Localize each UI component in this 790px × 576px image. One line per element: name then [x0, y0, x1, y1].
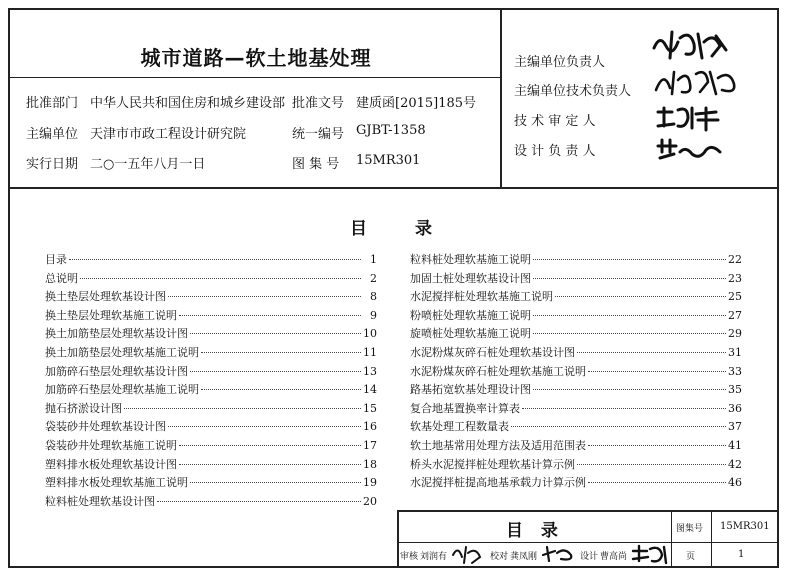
toc-entry[interactable]: [410, 474, 742, 493]
toc-entry[interactable]: [45, 307, 377, 326]
toc-entry-title: 复合地基置换率计算表: [410, 401, 520, 415]
contents-heading-char: 目: [350, 219, 367, 239]
toc-entry-page: 16: [363, 420, 377, 434]
signature-check: [541, 545, 577, 563]
toc-entry-title: 水泥搅拌桩处理软基施工说明: [410, 290, 553, 304]
leader-dots: [69, 259, 361, 260]
signature-tech-lead: [650, 66, 740, 98]
check-label: 校对: [490, 552, 509, 562]
toc-entry[interactable]: [410, 418, 742, 437]
toc-entry[interactable]: [45, 400, 377, 419]
header-divider: [8, 187, 779, 189]
leader-dots: [533, 278, 726, 279]
toc-left-column: [45, 251, 377, 511]
review-label: 审核: [400, 552, 419, 562]
toc-entry-page: 19: [363, 476, 377, 490]
toc-entry[interactable]: [410, 344, 742, 363]
leader-dots: [555, 296, 726, 297]
toc-entry-page: 42: [728, 457, 742, 471]
approval-dept-label: 批准部门: [26, 96, 79, 111]
toc-entry-page: 14: [363, 383, 377, 397]
approval-doc-label: 批准文号: [292, 96, 345, 111]
toc-entry-title: 加筋碎石垫层处理软基设计图: [45, 364, 188, 378]
leader-dots: [190, 371, 361, 372]
toc-entry[interactable]: [45, 363, 377, 382]
toc-entry[interactable]: [410, 456, 742, 475]
toc-entry-title: 换土垫层处理软基施工说明: [45, 308, 177, 322]
toc-entry-page: 35: [728, 383, 742, 397]
leader-dots: [179, 445, 361, 446]
signature-design: [630, 543, 670, 565]
toc-entry-title: 水泥粉煤灰碎石桩处理软基施工说明: [410, 364, 586, 378]
toc-entry[interactable]: [410, 400, 742, 419]
leader-dots: [124, 408, 361, 409]
toc-entry[interactable]: [45, 325, 377, 344]
toc-entry-page: 23: [728, 271, 742, 285]
toc-entry-page: 13: [363, 364, 377, 378]
toc-entry[interactable]: [45, 288, 377, 307]
toc-entry-title: 粉喷桩处理软基施工说明: [410, 308, 531, 322]
approval-dept-value: 中华人民共和国住房和城乡建设部: [90, 96, 286, 111]
toc-entry-page: 29: [728, 327, 742, 341]
toc-entry-title: 水泥粉煤灰碎石桩处理软基设计图: [410, 345, 575, 359]
effective-date-label: 实行日期: [26, 157, 79, 172]
toc-entry-title: 粒料桩处理软基施工说明: [410, 253, 531, 266]
toc-entry-page: 1: [370, 253, 377, 266]
signature-design-lead: [654, 136, 724, 164]
leader-dots: [577, 464, 726, 465]
title-underline: [8, 77, 501, 78]
atlas-no-value: 15MR301: [356, 153, 421, 168]
title-block-left-line: [397, 510, 399, 568]
toc-entry-title: 加筋碎石垫层处理软基施工说明: [45, 383, 199, 397]
effective-date-value: 二○一五年八月一日: [90, 157, 206, 172]
toc-entry[interactable]: [45, 381, 377, 400]
leader-dots: [533, 389, 726, 390]
atlas-no-value-block: 15MR301: [720, 521, 770, 532]
leader-dots: [168, 296, 361, 297]
toc-entry-page: 17: [363, 438, 377, 452]
editor-unit-value: 天津市市政工程设计研究院: [90, 127, 247, 142]
leader-dots: [157, 501, 361, 502]
leader-dots: [179, 464, 361, 465]
toc-entry[interactable]: [45, 437, 377, 456]
header-vertical-divider: [500, 8, 502, 188]
contents-heading-char: 录: [415, 219, 432, 239]
toc-entry-page: 36: [728, 401, 742, 415]
title-block-top-line: [397, 510, 779, 512]
design-name: 曹高尚: [600, 552, 628, 562]
toc-entry-title: 桥头水泥搅拌桩处理软基计算示例: [410, 457, 575, 471]
toc-entry-title: 塑料排水板处理软基施工说明: [45, 476, 188, 490]
leader-dots: [201, 352, 361, 353]
toc-entry[interactable]: [45, 474, 377, 493]
toc-entry-title: 水泥搅拌桩提高地基承载力计算示例: [410, 476, 586, 490]
leader-dots: [588, 482, 726, 483]
toc-entry-page: 10: [363, 327, 377, 341]
review-name: 刘润有: [420, 552, 448, 562]
toc-entry[interactable]: [410, 325, 742, 344]
leader-dots: [511, 426, 726, 427]
signature-review: [450, 543, 486, 565]
approval-doc-value: 建质函[2015]185号: [356, 96, 477, 111]
title-block-divider: [671, 510, 672, 568]
leader-dots: [179, 315, 361, 316]
toc-entry[interactable]: [410, 381, 742, 400]
toc-entry-title: 软土地基常用处理方法及适用范围表: [410, 438, 586, 452]
toc-entry[interactable]: [410, 270, 742, 289]
leader-dots: [190, 482, 361, 483]
page-value: 1: [738, 549, 745, 560]
responsible-role: 主编单位技术负责人: [514, 84, 632, 99]
atlas-no-label: 图 集 号: [292, 157, 340, 172]
toc-entry[interactable]: [45, 270, 377, 289]
leader-dots: [522, 408, 726, 409]
toc-entry[interactable]: [410, 251, 742, 270]
leader-dots: [80, 278, 361, 279]
toc-entry-title: 抛石挤淤设计图: [45, 401, 122, 415]
toc-entry[interactable]: [410, 307, 742, 326]
leader-dots: [577, 352, 726, 353]
toc-entry[interactable]: [45, 456, 377, 475]
toc-entry-title: 路基拓宽软基处理设计图: [410, 383, 531, 397]
toc-entry-title: 袋装砂井处理软基施工说明: [45, 438, 177, 452]
title-block-name: 目 录: [506, 521, 564, 541]
leader-dots: [201, 389, 361, 390]
toc-entry-page: 18: [363, 457, 377, 471]
toc-entry[interactable]: [410, 363, 742, 382]
toc-entry-page: 20: [363, 494, 377, 508]
toc-entry-page: 9: [370, 308, 377, 322]
leader-dots: [168, 426, 361, 427]
toc-right-column: [410, 251, 742, 493]
toc-entry-title: 换土垫层处理软基设计图: [45, 290, 166, 304]
toc-entry-page: 33: [728, 364, 742, 378]
toc-entry-title: 换土加筋垫层处理软基施工说明: [45, 345, 199, 359]
contents-heading: [350, 214, 480, 239]
toc-entry-page: 22: [728, 253, 742, 266]
editor-unit-label: 主编单位: [26, 127, 79, 142]
toc-entry-page: 41: [728, 438, 742, 452]
leader-dots: [533, 259, 726, 260]
toc-entry-page: 25: [728, 290, 742, 304]
design-label: 设计: [580, 552, 599, 562]
toc-entry-title: 塑料排水板处理软基设计图: [45, 457, 177, 471]
leader-dots: [533, 315, 726, 316]
toc-entry-page: 15: [363, 401, 377, 415]
signature-technical-reviewer: [654, 104, 724, 132]
toc-entry-page: 46: [728, 476, 742, 490]
leader-dots: [190, 333, 361, 334]
toc-entry[interactable]: [410, 288, 742, 307]
toc-entry-title: 加固土桩处理软基设计图: [410, 271, 531, 285]
toc-entry-title: 总说明: [45, 271, 78, 285]
responsible-role: 主编单位负责人: [514, 55, 606, 70]
atlas-no-label-block: 图集号: [676, 524, 704, 534]
toc-entry-title: 袋装砂井处理软基设计图: [45, 420, 166, 434]
signature-chief-unit: [650, 28, 730, 64]
check-name: 龚凤刚: [510, 552, 538, 562]
toc-entry-page: 8: [370, 290, 377, 304]
toc-entry[interactable]: [45, 418, 377, 437]
toc-entry[interactable]: [45, 251, 377, 270]
leader-dots: [588, 371, 726, 372]
toc-entry-title: 目录: [45, 253, 67, 266]
document-title: 城市道路—软土地基处理: [140, 46, 372, 70]
toc-entry-title: 换土加筋垫层处理软基设计图: [45, 327, 188, 341]
toc-entry[interactable]: [410, 437, 742, 456]
toc-entry-page: 27: [728, 308, 742, 322]
page-label: 页: [686, 552, 696, 562]
toc-entry[interactable]: [45, 493, 377, 512]
toc-entry-title: 软基处理工程数量表: [410, 420, 509, 434]
unified-no-value: GJBT-1358: [356, 123, 426, 138]
toc-entry-page: 11: [363, 345, 377, 359]
responsible-role: 技 术 审 定 人: [514, 114, 596, 129]
toc-entry[interactable]: [45, 344, 377, 363]
leader-dots: [588, 445, 726, 446]
unified-no-label: 统一编号: [292, 127, 345, 142]
toc-entry-title: 旋喷桩处理软基施工说明: [410, 327, 531, 341]
responsible-role: 设 计 负 责 人: [514, 144, 596, 159]
toc-entry-page: 2: [370, 271, 377, 285]
title-block-divider: [711, 510, 712, 568]
toc-entry-title: 粒料桩处理软基设计图: [45, 494, 155, 508]
toc-entry-page: 37: [728, 420, 742, 434]
leader-dots: [533, 333, 726, 334]
toc-entry-page: 31: [728, 345, 742, 359]
